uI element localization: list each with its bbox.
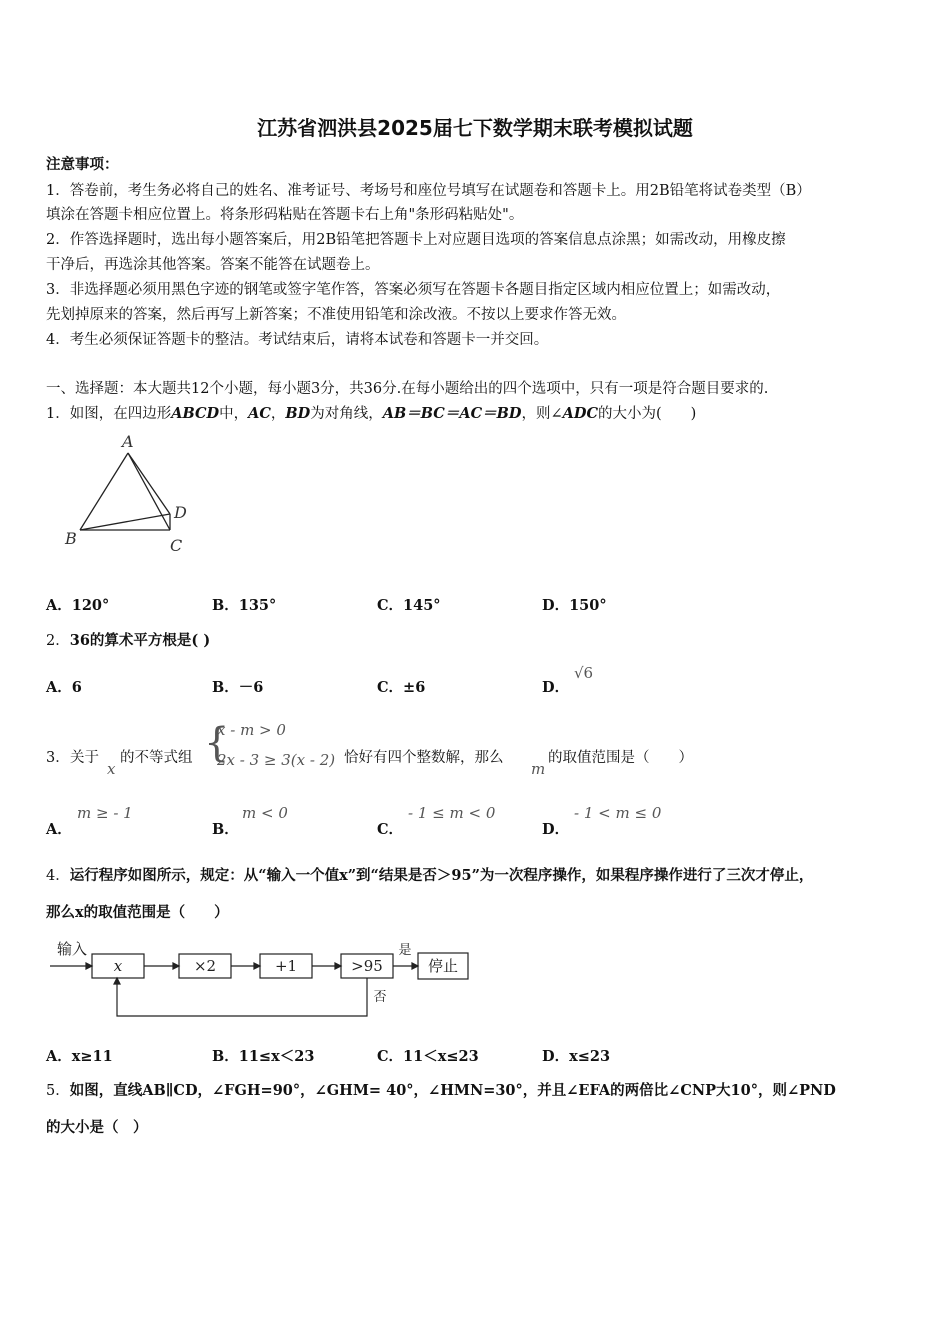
flow-stop: 停止 <box>427 957 459 975</box>
question-number: 1． <box>46 406 70 422</box>
option-d[interactable]: D．x≤23 <box>542 1048 611 1065</box>
flow-input: 输入 <box>56 940 88 958</box>
q1-var: AC <box>248 405 271 422</box>
edge-ac <box>128 453 170 530</box>
option-b[interactable]: B．11≤x＜23 <box>212 1048 315 1065</box>
q1-text: ，则∠ <box>521 406 563 422</box>
flow-x: x <box>113 957 123 975</box>
q1-text: 如图，在四边形 <box>69 406 172 422</box>
option-b[interactable]: B．135° <box>212 597 277 614</box>
page-title: 江苏省泗洪县2025届七下数学期末联考模拟试题 <box>257 116 693 140</box>
q5-text: 的大小是（ ） <box>46 1119 148 1136</box>
option-b-math: m < 0 <box>242 804 288 822</box>
notice-line: 1．答卷前，考生务必将自己的姓名、准考证号、考场号和座位号填写在试题卷和答题卡上。用2B铅笔将试卷类型（B） <box>46 183 811 199</box>
q3-text: 恰好有四个整数解，那么 <box>344 750 504 766</box>
label-c: C <box>170 536 183 555</box>
option-a-math: m ≥ - 1 <box>77 804 133 822</box>
q3-text: 的取值范围是（ ） <box>548 750 693 766</box>
notice-line: 干净后，再选涂其他答案。答案不能答在试题卷上。 <box>46 257 380 273</box>
question-number: 4． <box>46 868 70 884</box>
flow-times2: ×2 <box>193 957 217 975</box>
option-c[interactable]: C．±6 <box>377 679 426 696</box>
q4-text: 那么x的取值范围是（ ） <box>46 904 229 921</box>
q3-text: 的不等式组 <box>120 750 193 766</box>
notice-heading: 注意事项： <box>46 156 119 173</box>
option-d[interactable]: D． <box>542 821 570 838</box>
option-d[interactable]: D．150° <box>542 597 607 614</box>
q3-var-m: m <box>531 760 546 778</box>
option-c[interactable]: C．11＜x≤23 <box>377 1048 479 1065</box>
question-4-stem <box>46 864 813 885</box>
q1-var: AB＝BC＝AC＝BD <box>382 405 522 422</box>
edge-ad <box>128 453 170 514</box>
option-d-math: - 1 < m ≤ 0 <box>574 804 662 822</box>
option-c[interactable]: C． <box>377 821 404 838</box>
flow-plus1: +1 <box>274 957 298 975</box>
question-number: 2． <box>46 633 70 649</box>
option-a[interactable]: A．x≥11 <box>46 1048 113 1065</box>
q3-text: 关于 <box>70 750 99 766</box>
option-c-math: - 1 ≤ m < 0 <box>408 804 496 822</box>
q1-text: 的大小为( ) <box>598 406 697 422</box>
option-b[interactable]: B．－6 <box>212 679 264 696</box>
q4-text: 运行程序如图所示，规定：从“输入一个值x”到“结果是否＞95”为一次程序操作，如果程序操作进行了三次才停止， <box>69 867 814 884</box>
edge-ab <box>80 453 128 530</box>
q3-var-x: x <box>107 760 116 778</box>
notice-line: 3．非选择题必须用黑色字迹的钢笔或签字笔作答，答案必须写在答题卡各题目指定区域内相应位置上；如需改动， <box>46 282 781 298</box>
question-2-stem <box>46 629 210 650</box>
option-a[interactable]: A． <box>46 821 72 838</box>
q3-ineq-2: 2x - 3 ≥ 3(x - 2) <box>217 751 336 769</box>
label-a: A <box>122 432 134 451</box>
option-a[interactable]: A．120° <box>46 597 110 614</box>
question-5-stem <box>46 1079 836 1100</box>
flow-gt95: >95 <box>351 957 383 975</box>
question-number: 5． <box>46 1083 70 1099</box>
q2-text: 36的算术平方根是( ) <box>69 632 211 649</box>
option-c[interactable]: C．145° <box>377 597 441 614</box>
brace-icon: { <box>204 720 230 766</box>
flow-no: 否 <box>373 990 387 1005</box>
q4-flowchart <box>46 934 476 1024</box>
q1-var: BD <box>285 405 311 422</box>
notice-line: 先划掉原来的答案，然后再写上新答案；不准使用铅笔和涂改液。不按以上要求作答无效。 <box>46 307 626 323</box>
option-b[interactable]: B． <box>212 821 239 838</box>
q3-ineq-1: x - m > 0 <box>217 721 286 739</box>
flow-yes: 是 <box>398 943 412 958</box>
label-b: B <box>65 529 77 548</box>
sqrt6-math: √6 <box>574 664 594 682</box>
q1-text: ， <box>270 406 286 422</box>
label-d: D <box>174 503 187 522</box>
edge-bd <box>80 514 170 530</box>
option-d[interactable]: D． <box>542 679 570 696</box>
q1-text: 中， <box>219 406 249 422</box>
notice-line: 填涂在答题卡相应位置上。将条形码粘贴在答题卡右上角"条形码粘贴处"。 <box>46 207 524 223</box>
q1-var: ABCD <box>171 405 220 422</box>
q5-text: 如图，直线AB∥CD，∠FGH=90°，∠GHM= 40°，∠HMN=30°，并且∠EFA的两倍比∠CNP大10°，则∠PND <box>69 1082 836 1099</box>
notice-line: 2．作答选择题时，选出每小题答案后，用2B铅笔把答题卡上对应题目选项的答案信息点涂黑；如需改动，用橡皮擦 <box>46 232 786 248</box>
q1-text: 为对角线， <box>310 406 383 422</box>
option-a[interactable]: A．6 <box>46 679 82 696</box>
section-heading: 一、选择题：本大题共12个小题，每小题3分，共36分.在每小题给出的四个选项中，只有一项是符合题目要求的. <box>46 381 769 397</box>
q1-figure <box>60 428 200 558</box>
q1-var: ADC <box>562 405 598 422</box>
question-1-stem <box>46 402 696 423</box>
q3-num: 3． <box>46 750 70 766</box>
notice-line: 4．考生必须保证答题卡的整洁。考试结束后，请将本试卷和答题卡一并交回。 <box>46 332 549 348</box>
